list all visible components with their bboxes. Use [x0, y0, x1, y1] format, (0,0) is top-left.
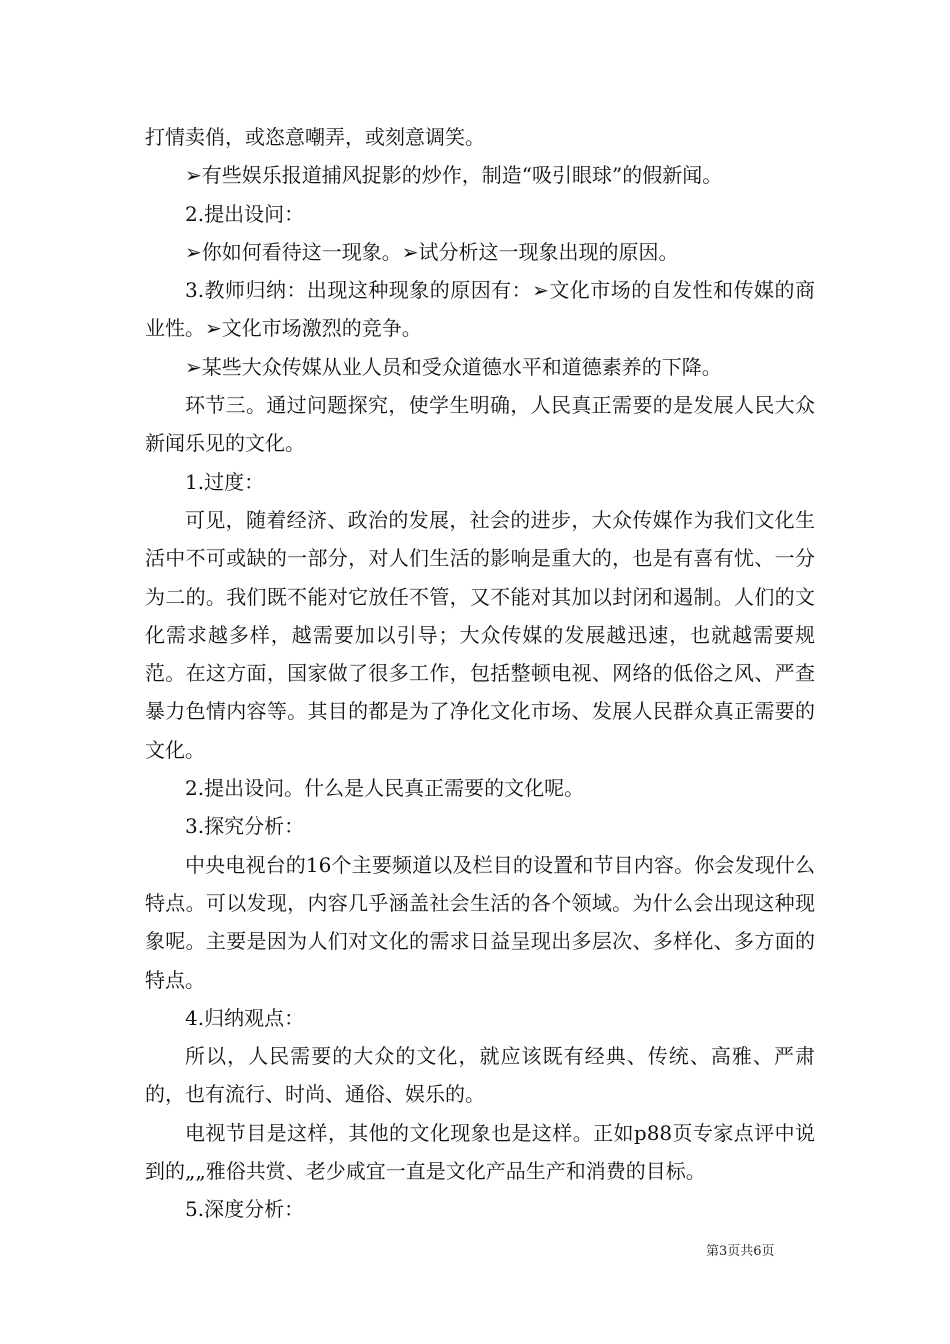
paragraph: ➢你如何看待这一现象。➢试分析这一现象出现的原因。: [185, 239, 679, 264]
paragraph: 2.提出设问。什么是人民真正需要的文化呢。: [185, 776, 585, 801]
paragraph: 打情卖俏，或恣意嘲弄，或刻意调笑。: [145, 125, 485, 149]
page-number: 第3页共6页: [706, 1244, 775, 1259]
paragraph: 3.探究分析：: [185, 814, 305, 839]
paragraph: ➢有些娱乐报道捕风捉影的炒作，制造“吸引眼球”的假新闻。: [185, 163, 723, 188]
paragraph: 中央电视台的16个主要频道以及栏目的设置和节目内容。你会发现什么特点。可以发现，内容几乎涵盖社会生活的各个领域。为什么会出现这种现象呢。主要是因为人们对文化的需求日益呈现出多层次、多样化、多方面的特点。: [145, 852, 815, 992]
paragraph: 电视节目是这样，其他的文化现象也是这样。正如p88页专家点评中说到的„„雅俗共赏、老少咸宜一直是文化产品生产和消费的目标。: [145, 1120, 815, 1184]
paragraph: 3.教师归纳：出现这种现象的原因有：➢文化市场的自发性和传媒的商业性。➢文化市场激烈的竞争。: [145, 278, 815, 341]
paragraph: ➢某些大众传媒从业人员和受众道德水平和道德素养的下降。: [185, 354, 722, 379]
paragraph: 所以，人民需要的大众的文化，就应该既有经典、传统、高雅、严肃的，也有流行、时尚、通俗、娱乐的。: [145, 1044, 815, 1107]
paragraph: 环节三。通过问题探究，使学生明确，人民真正需要的是发展人民大众新闻乐见的文化。: [145, 393, 815, 456]
document-body: [145, 118, 815, 1229]
paragraph: 4.归纳观点：: [185, 1005, 305, 1030]
paragraph: 1.过度：: [185, 469, 265, 494]
paragraph: 2.提出设问：: [185, 201, 305, 226]
paragraph: 可见，随着经济、政治的发展，社会的进步，大众传媒作为我们文化生活中不可或缺的一部分，对人们生活的影响是重大的，也是有喜有忧、一分为二的。我们既不能对它放任不管，又不能对其加以封闭和遏制。人们的文化需求越多样，越需要加以引导；大众传媒的发展越迅速，也就越需要规范。在这方面，国家做了很多工作，包括整顿电视、网络的低俗之风、严查暴力色情内容等。其目的都是为了净化文化市场、发展人民群众真正需要的文化。: [145, 507, 815, 762]
paragraph: 5.深度分析：: [185, 1197, 305, 1222]
